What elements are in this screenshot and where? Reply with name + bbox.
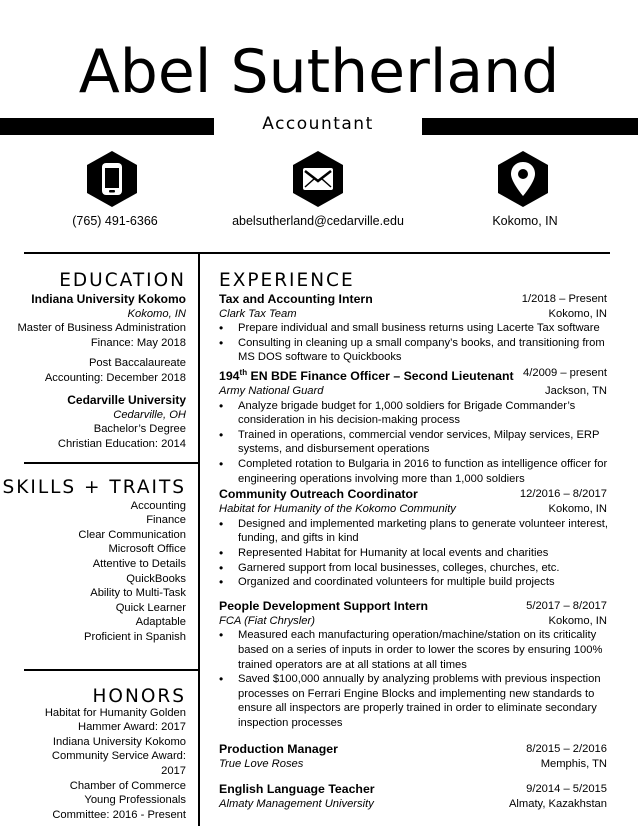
map-pin-icon xyxy=(496,150,550,208)
job-entry xyxy=(219,365,609,486)
degree-line: Finance: May 2018 xyxy=(90,336,186,349)
job-entry xyxy=(219,598,609,731)
job-dates: 8/2015 – 2/2016 xyxy=(526,742,607,755)
job-bullet: • Analyze brigade budget for 1,000 soldiers for Brigade Commander’s consideration in his decision-making process xyxy=(219,399,609,428)
job-org: Army National Guard xyxy=(219,385,324,398)
job-dates: 12/2016 – 8/2017 xyxy=(519,488,607,501)
degree-line: Christian Education: 2014 xyxy=(57,437,186,450)
skill-item: Clear Communication xyxy=(78,528,186,541)
experience-heading: EXPERIENCE xyxy=(219,270,355,291)
skills-section xyxy=(0,477,186,645)
skill-item: Accounting xyxy=(130,499,186,512)
job-entry xyxy=(219,486,609,590)
job-org: Clark Tax Team xyxy=(219,307,297,320)
job-title-heading: Accountant xyxy=(262,114,374,134)
job-org: True Love Roses xyxy=(219,757,304,770)
degree-line: Post Baccalaureate xyxy=(88,357,186,370)
job-entry xyxy=(219,781,609,812)
job-title: Production Manager xyxy=(219,741,338,756)
envelope-icon xyxy=(291,150,345,208)
contact-email[interactable]: abelsutherland@cedarville.edu xyxy=(232,214,404,228)
skill-item: Microsoft Office xyxy=(108,543,186,556)
job-title: English Language Teacher xyxy=(219,782,375,797)
skill-item: QuickBooks xyxy=(126,572,186,585)
degree-line: Accounting: December 2018 xyxy=(44,371,186,384)
job-location: Almaty, Kazakhstan xyxy=(508,798,607,811)
education-section xyxy=(0,270,186,451)
honor-line: Chamber of Commerce xyxy=(69,779,186,792)
job-bullet: • Measured each manufacturing operation/machine/station on its criticality based on a series of inputs in order to lower the scores by ensuring 100% trained operators are at all stations at all times xyxy=(219,628,609,672)
job-location: Kokomo, IN xyxy=(548,614,607,627)
job-title: Community Outreach Coordinator xyxy=(219,487,418,502)
job-dates: 5/2017 – 8/2017 xyxy=(526,599,607,612)
job-location: Kokomo, IN xyxy=(548,503,607,516)
job-bullet: • Organized and coordinated volunteers for multiple build projects xyxy=(219,575,609,590)
honor-line: 2017 xyxy=(161,764,186,777)
honors-heading: HONORS xyxy=(92,686,186,707)
resume-name: Abel Sutherland xyxy=(78,37,560,107)
job-title: 194th EN BDE Finance Officer – Second Lieutenant xyxy=(219,367,514,384)
job-org: Habitat for Humanity of the Kokomo Community xyxy=(219,503,456,516)
school-name: Cedarville University xyxy=(67,392,186,407)
skill-item: Adaptable xyxy=(135,616,186,629)
header-bar-right xyxy=(422,118,638,135)
header-divider xyxy=(24,252,610,254)
job-location: Jackson, TN xyxy=(545,385,607,398)
phone-icon xyxy=(85,150,139,208)
job-entry xyxy=(219,291,609,365)
job-entry xyxy=(219,741,609,772)
job-org: Almaty Management University xyxy=(219,798,374,811)
contact-phone: (765) 491-6366 xyxy=(72,214,158,228)
job-bullet: • Trained in operations, commercial vendor services, Milpay services, ERP systems, and disbursement operations xyxy=(219,428,609,457)
job-bullet: • Consulting in cleaning up a small company’s books, and transitioning from MS DOS software to Quickbooks xyxy=(219,336,609,365)
skills-heading: SKILLS + TRAITS xyxy=(2,477,186,498)
job-bullet: • Completed rotation to Bulgaria in 2016 to function as intelligence officer for engineering operations involving more than 1,000 soldiers xyxy=(219,457,609,486)
school-place: Kokomo, IN xyxy=(127,307,186,320)
honor-line: Community Service Award: xyxy=(51,750,186,763)
left-divider xyxy=(24,669,198,671)
skill-item: Quick Learner xyxy=(115,601,186,614)
education-heading: EDUCATION xyxy=(59,270,186,291)
skill-item: Proficient in Spanish xyxy=(84,630,186,643)
job-location: Kokomo, IN xyxy=(548,307,607,320)
honor-line: Hammer Award: 2017 xyxy=(78,721,186,734)
job-title: People Development Support Intern xyxy=(219,598,429,613)
school-place: Cedarville, OH xyxy=(113,408,186,421)
column-divider xyxy=(198,252,200,826)
left-divider xyxy=(24,462,198,464)
skill-item: Ability to Multi-Task xyxy=(90,587,186,600)
honor-line: Habitat for Humanity Golden xyxy=(44,706,186,719)
job-location: Memphis, TN xyxy=(540,757,607,770)
job-bullet: • Represented Habitat for Humanity at local events and charities xyxy=(219,546,609,561)
job-dates: 4/2009 – present xyxy=(523,366,607,379)
job-org: FCA (Fiat Chrysler) xyxy=(219,614,315,627)
skill-item: Attentive to Details xyxy=(92,557,186,570)
honors-section xyxy=(0,686,186,822)
honor-line: Young Professionals xyxy=(84,794,186,807)
school-name: Indiana University Kokomo xyxy=(31,291,186,306)
job-bullet: • Designed and implemented marketing plans to generate volunteer interest, funding, and gifts in kind xyxy=(219,517,609,546)
job-dates: 9/2014 – 5/2015 xyxy=(526,783,607,796)
job-bullet: • Prepare individual and small business returns using Lacerte Tax software xyxy=(219,321,609,336)
job-title: Tax and Accounting Intern xyxy=(219,291,373,306)
honor-line: Committee: 2016 - Present xyxy=(52,808,186,821)
experience-section xyxy=(219,270,609,812)
degree-line: Master of Business Administration xyxy=(17,322,186,335)
honor-line: Indiana University Kokomo xyxy=(52,735,186,748)
job-bullet: • Garnered support from local businesses, colleges, churches, etc. xyxy=(219,561,609,576)
job-bullet: • Saved $100,000 annually by analyzing problems with previous inspection processes on Ferrari Engine Blocks and implementing new standards to ensure all inspectors are properly trained in order to eliminate secondary inspection processes xyxy=(219,672,609,730)
contact-location: Kokomo, IN xyxy=(492,214,558,228)
degree-line: Bachelor’s Degree xyxy=(93,423,186,436)
skill-item: Finance xyxy=(146,514,186,527)
job-dates: 1/2018 – Present xyxy=(521,292,607,305)
header-bar-left xyxy=(0,118,214,135)
